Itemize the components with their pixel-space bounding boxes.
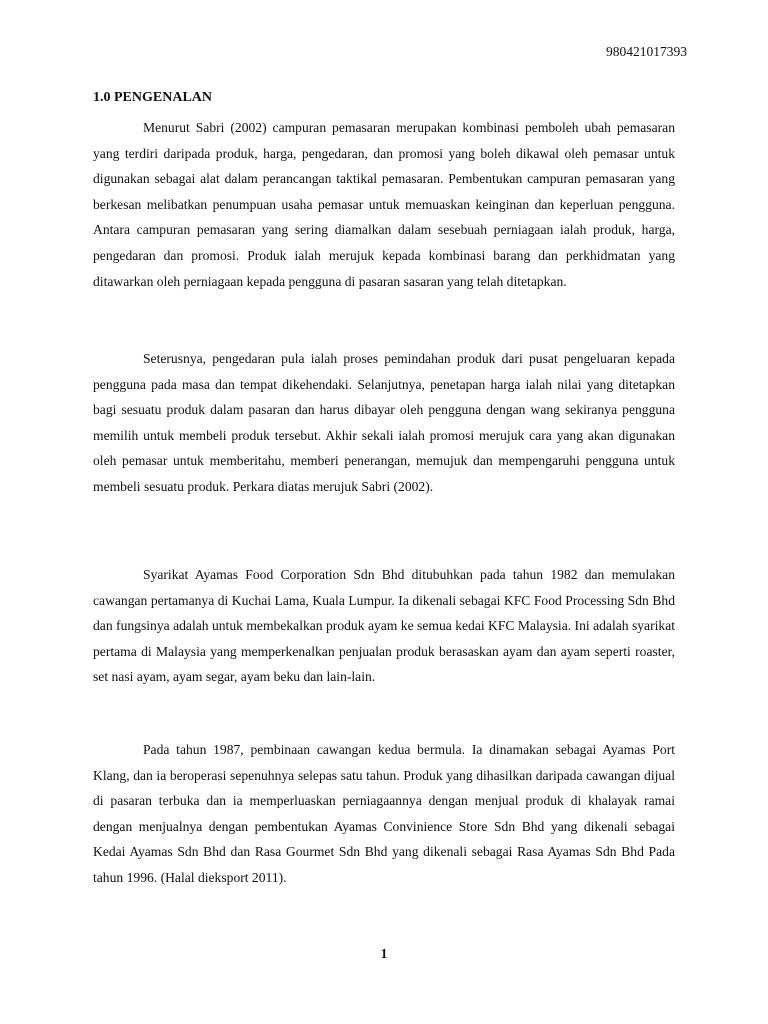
page-number: 1 <box>380 946 388 961</box>
student-id-header: 980421017393 <box>606 44 687 59</box>
section-heading: 1.0 PENGENALAN <box>93 90 213 105</box>
paragraph-block-2 <box>93 346 675 500</box>
paragraph-block-3 <box>93 562 675 690</box>
paragraph-2: Seterusnya, pengedaran pula ialah proses pemindahan produk dari pusat pengeluaran kepada pengguna pada masa dan tempat dikehendaki. Selanjutnya, penetapan harga ialah nilai yang ditetapkan bagi sesuatu produk dalam pasaran dan harus dibayar oleh pengguna dengan wang sekiranya pengguna memilih untuk membeli produk tersebut. Akhir sekali ialah promosi merujuk cara yang akan digunakan oleh pemasar untuk memberitahu, memberi penerangan, memujuk dan mempengaruhi pengguna untuk membeli sesuatu produk. Perkara diatas merujuk Sabri (2002). <box>93 351 675 494</box>
paragraph-4: Pada tahun 1987, pembinaan cawangan kedua bermula. Ia dinamakan sebagai Ayamas Port Klang, dan ia beroperasi sepenuhnya selepas satu tahun. Produk yang dihasilkan daripada cawangan dijual di pasaran terbuka dan ia memperluaskan perniagaannya dengan menjual produk di khalayak ramai dengan menjualnya dengan pembentukan Ayamas Convinience Store Sdn Bhd yang dikenali sebagai Kedai Ayamas Sdn Bhd dan Rasa Gourmet Sdn Bhd yang dikenali sebagai Rasa Ayamas Sdn Bhd Pada tahun 1996. (Halal dieksport 2011). <box>93 742 675 885</box>
paragraph-block-1 <box>93 115 675 294</box>
paragraph-1: Menurut Sabri (2002) campuran pemasaran merupakan kombinasi pemboleh ubah pemasaran yang terdiri daripada produk, harga, pengedaran, dan promosi yang boleh dikawal oleh pemasar untuk digunakan sebagai alat dalam perancangan taktikal pemasaran. Pembentukan campuran pemasaran yang berkesan melibatkan penumpuan usaha pemasar untuk memuaskan keinginan dan keperluan pengguna. Antara campuran pemasaran yang sering diamalkan dalam sesebuah perniagaan ialah produk, harga, pengedaran dan promosi. Produk ialah merujuk kepada kombinasi barang dan perkhidmatan yang ditawarkan oleh perniagaan kepada pengguna di pasaran sasaran yang telah ditetapkan. <box>93 120 675 289</box>
paragraph-block-4 <box>93 737 675 891</box>
paragraph-3: Syarikat Ayamas Food Corporation Sdn Bhd ditubuhkan pada tahun 1982 dan memulakan cawangan pertamanya di Kuchai Lama, Kuala Lumpur. Ia dikenali sebagai KFC Food Processing Sdn Bhd dan fungsinya adalah untuk membekalkan produk ayam ke semua kedai KFC Malaysia. Ini adalah syarikat pertama di Malaysia yang memperkenalkan penjualan produk berasaskan ayam dan ayam seperti roaster, set nasi ayam, ayam segar, ayam beku dan lain-lain. <box>93 567 675 685</box>
